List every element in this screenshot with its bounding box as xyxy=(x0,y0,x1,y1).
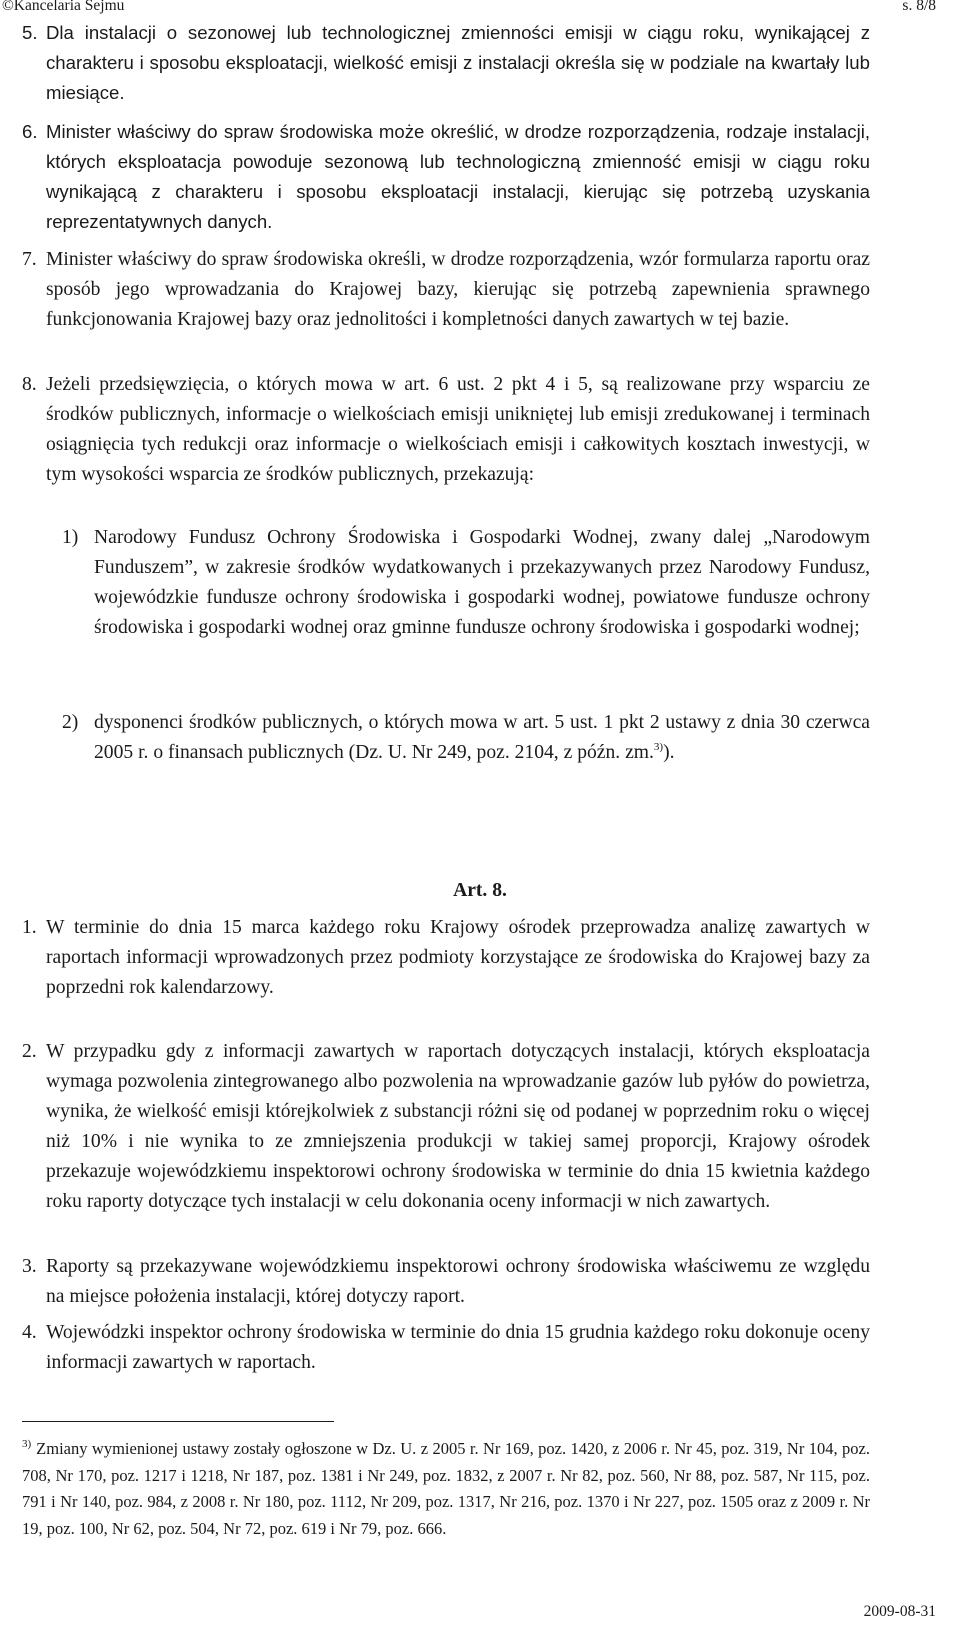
paragraph-7 xyxy=(22,245,870,335)
paragraph-text: Jeżeli przedsięwzięcia, o których mowa w art. 6 ust. 2 pkt 4 i 5, są realizowane przy wsparciu ze środków publicznych, informacje o wielkościach emisji unikniętej lub emisji zredukowanej i terminach osiągnięcia tych redukcji oraz informacje o wielkościach emisji i całkowitych kosztach inwestycji, w tym wysokości wsparcia ze środków publicznych, przekazują: xyxy=(46,374,870,485)
publisher-header: ©Kancelaria Sejmu xyxy=(2,0,125,14)
paragraph-6 xyxy=(22,117,870,237)
paragraph-text: Wojewódzki inspektor ochrony środowiska w terminie do dnia 15 grudnia każdego roku dokonuje oceny informacji zawartych w raportach. xyxy=(46,1322,870,1373)
article-paragraph-2 xyxy=(22,1037,870,1217)
paragraph-number: 2. xyxy=(22,1041,37,1062)
footnote-text: Zmiany wymienionej ustawy zostały ogłoszone w Dz. U. z 2005 r. Nr 169, poz. 1420, z 2006 r. Nr 45, poz. 319, Nr 104, poz. 708, Nr 170, poz. 1217 i 1218, Nr 187, poz. 1381 i Nr 249, poz. 1832, z 2007 r. Nr 82, poz. 560, Nr 88, poz. 587, Nr 115, poz. 791 i Nr 140, poz. 984, z 2008 r. Nr 180, poz. 1112, Nr 209, poz. 1317, Nr 216, poz. 1370 i Nr 227, poz. 1505 oraz z 2009 r. Nr 19, poz. 100, Nr 62, poz. 504, Nr 72, poz. 619 i Nr 79, poz. 666. xyxy=(22,1439,870,1538)
paragraph-text: Raporty są przekazywane wojewódzkiemu inspektorowi ochrony środowiska właściwemu ze względu na miejsce położenia instalacji, której dotyczy raport. xyxy=(46,1256,870,1307)
paragraph-number: 8. xyxy=(22,374,37,395)
footnote-divider xyxy=(22,1421,334,1422)
paragraph-number: 4. xyxy=(22,1322,37,1343)
footnote xyxy=(22,1436,870,1542)
paragraph-text: Dla instalacji o sezonowej lub technologicznej zmienności emisji w ciągu roku, wynikającej z charakteru i sposobu eksploatacji, wielkość emisji z instalacji określa się w podziale na kwartały lub miesiące. xyxy=(46,22,870,103)
paragraph-8 xyxy=(22,370,870,490)
list-item-text: Narodowy Fundusz Ochrony Środowiska i Gospodarki Wodnej, zwany dalej „Narodowym Funduszem”, w zakresie środków wydatkowanych i przekazywanych przez Narodowy Fundusz, wojewódzkie fundusze ochrony środowiska i gospodarki wodnej, powiatowe fundusze ochrony środowiska i gospodarki wodnej oraz gminne fundusze ochrony środowiska i gospodarki wodnej; xyxy=(94,527,870,638)
paragraph-number: 1. xyxy=(22,917,37,938)
paragraph-text: Minister właściwy do spraw środowiska określi, w drodze rozporządzenia, wzór formularza raportu oraz sposób jego wprowadzania do Krajowej bazy, kierując się potrzebą zapewnienia sprawnego funkcjonowania Krajowej bazy oraz jednolitości i kompletności danych zawartych w tej bazie. xyxy=(46,249,870,330)
footnote-reference[interactable]: 3) xyxy=(653,741,664,753)
list-item-number: 2) xyxy=(62,712,79,733)
list-item-2 xyxy=(62,708,870,768)
list-item-1 xyxy=(62,523,870,643)
footnote-mark: 3) xyxy=(22,1438,32,1450)
article-paragraph-4 xyxy=(22,1318,870,1378)
article-title: Art. 8. xyxy=(453,880,507,901)
paragraph-text: Minister właściwy do spraw środowiska może określić, w drodze rozporządzenia, rodzaje instalacji, których eksploatacja powoduje sezonową lub technologiczną zmienność emisji w ciągu roku wynikającą z charakteru i sposobu eksploatacji instalacji, kierując się potrzebą uzyskania reprezentatywnych danych. xyxy=(46,121,870,232)
paragraph-number: 7. xyxy=(22,249,37,270)
paragraph-number: 5. xyxy=(22,22,38,43)
paragraph-text: W terminie do dnia 15 marca każdego roku Krajowy ośrodek przeprowadza analizę zawartych w raportach informacji wprowadzonych przez podmioty korzystające ze środowiska do Krajowej bazy za poprzedni rok kalendarzowy. xyxy=(46,917,870,998)
article-paragraph-1 xyxy=(22,913,870,1003)
paragraph-text: W przypadku gdy z informacji zawartych w raportach dotyczących instalacji, których eksploatacja wymaga pozwolenia zintegrowanego albo pozwolenia na wprowadzanie gazów lub pyłów do powietrza, wynika, że wielkość emisji którejkolwiek z substancji różni się od podanej w poprzednim roku o więcej niż 10% i nie wynika to ze zmniejszenia produkcji w takiej samej proporcji, Krajowy ośrodek przekazuje wojewódzkiemu inspektorowi ochrony środowiska w terminie do dnia 15 kwietnia każdego roku raporty dotyczące tych instalacji w celu dokonania oceny informacji w nich zawartych. xyxy=(46,1041,870,1212)
document-date: 2009-08-31 xyxy=(863,1603,936,1620)
article-paragraph-3 xyxy=(22,1252,870,1312)
list-item-text: dysponenci środków publicznych, o których mowa w art. 5 ust. 1 pkt 2 ustawy z dnia 30 czerwca 2005 r. o finansach publicznych (Dz. U. Nr 249, poz. 2104, z późn. zm. xyxy=(94,712,870,763)
paragraph-5 xyxy=(22,18,870,108)
page-number: s. 8/8 xyxy=(902,0,936,14)
list-item-text-tail: ). xyxy=(663,742,675,763)
paragraph-number: 6. xyxy=(22,121,38,142)
paragraph-number: 3. xyxy=(22,1256,37,1277)
list-item-number: 1) xyxy=(62,527,79,548)
